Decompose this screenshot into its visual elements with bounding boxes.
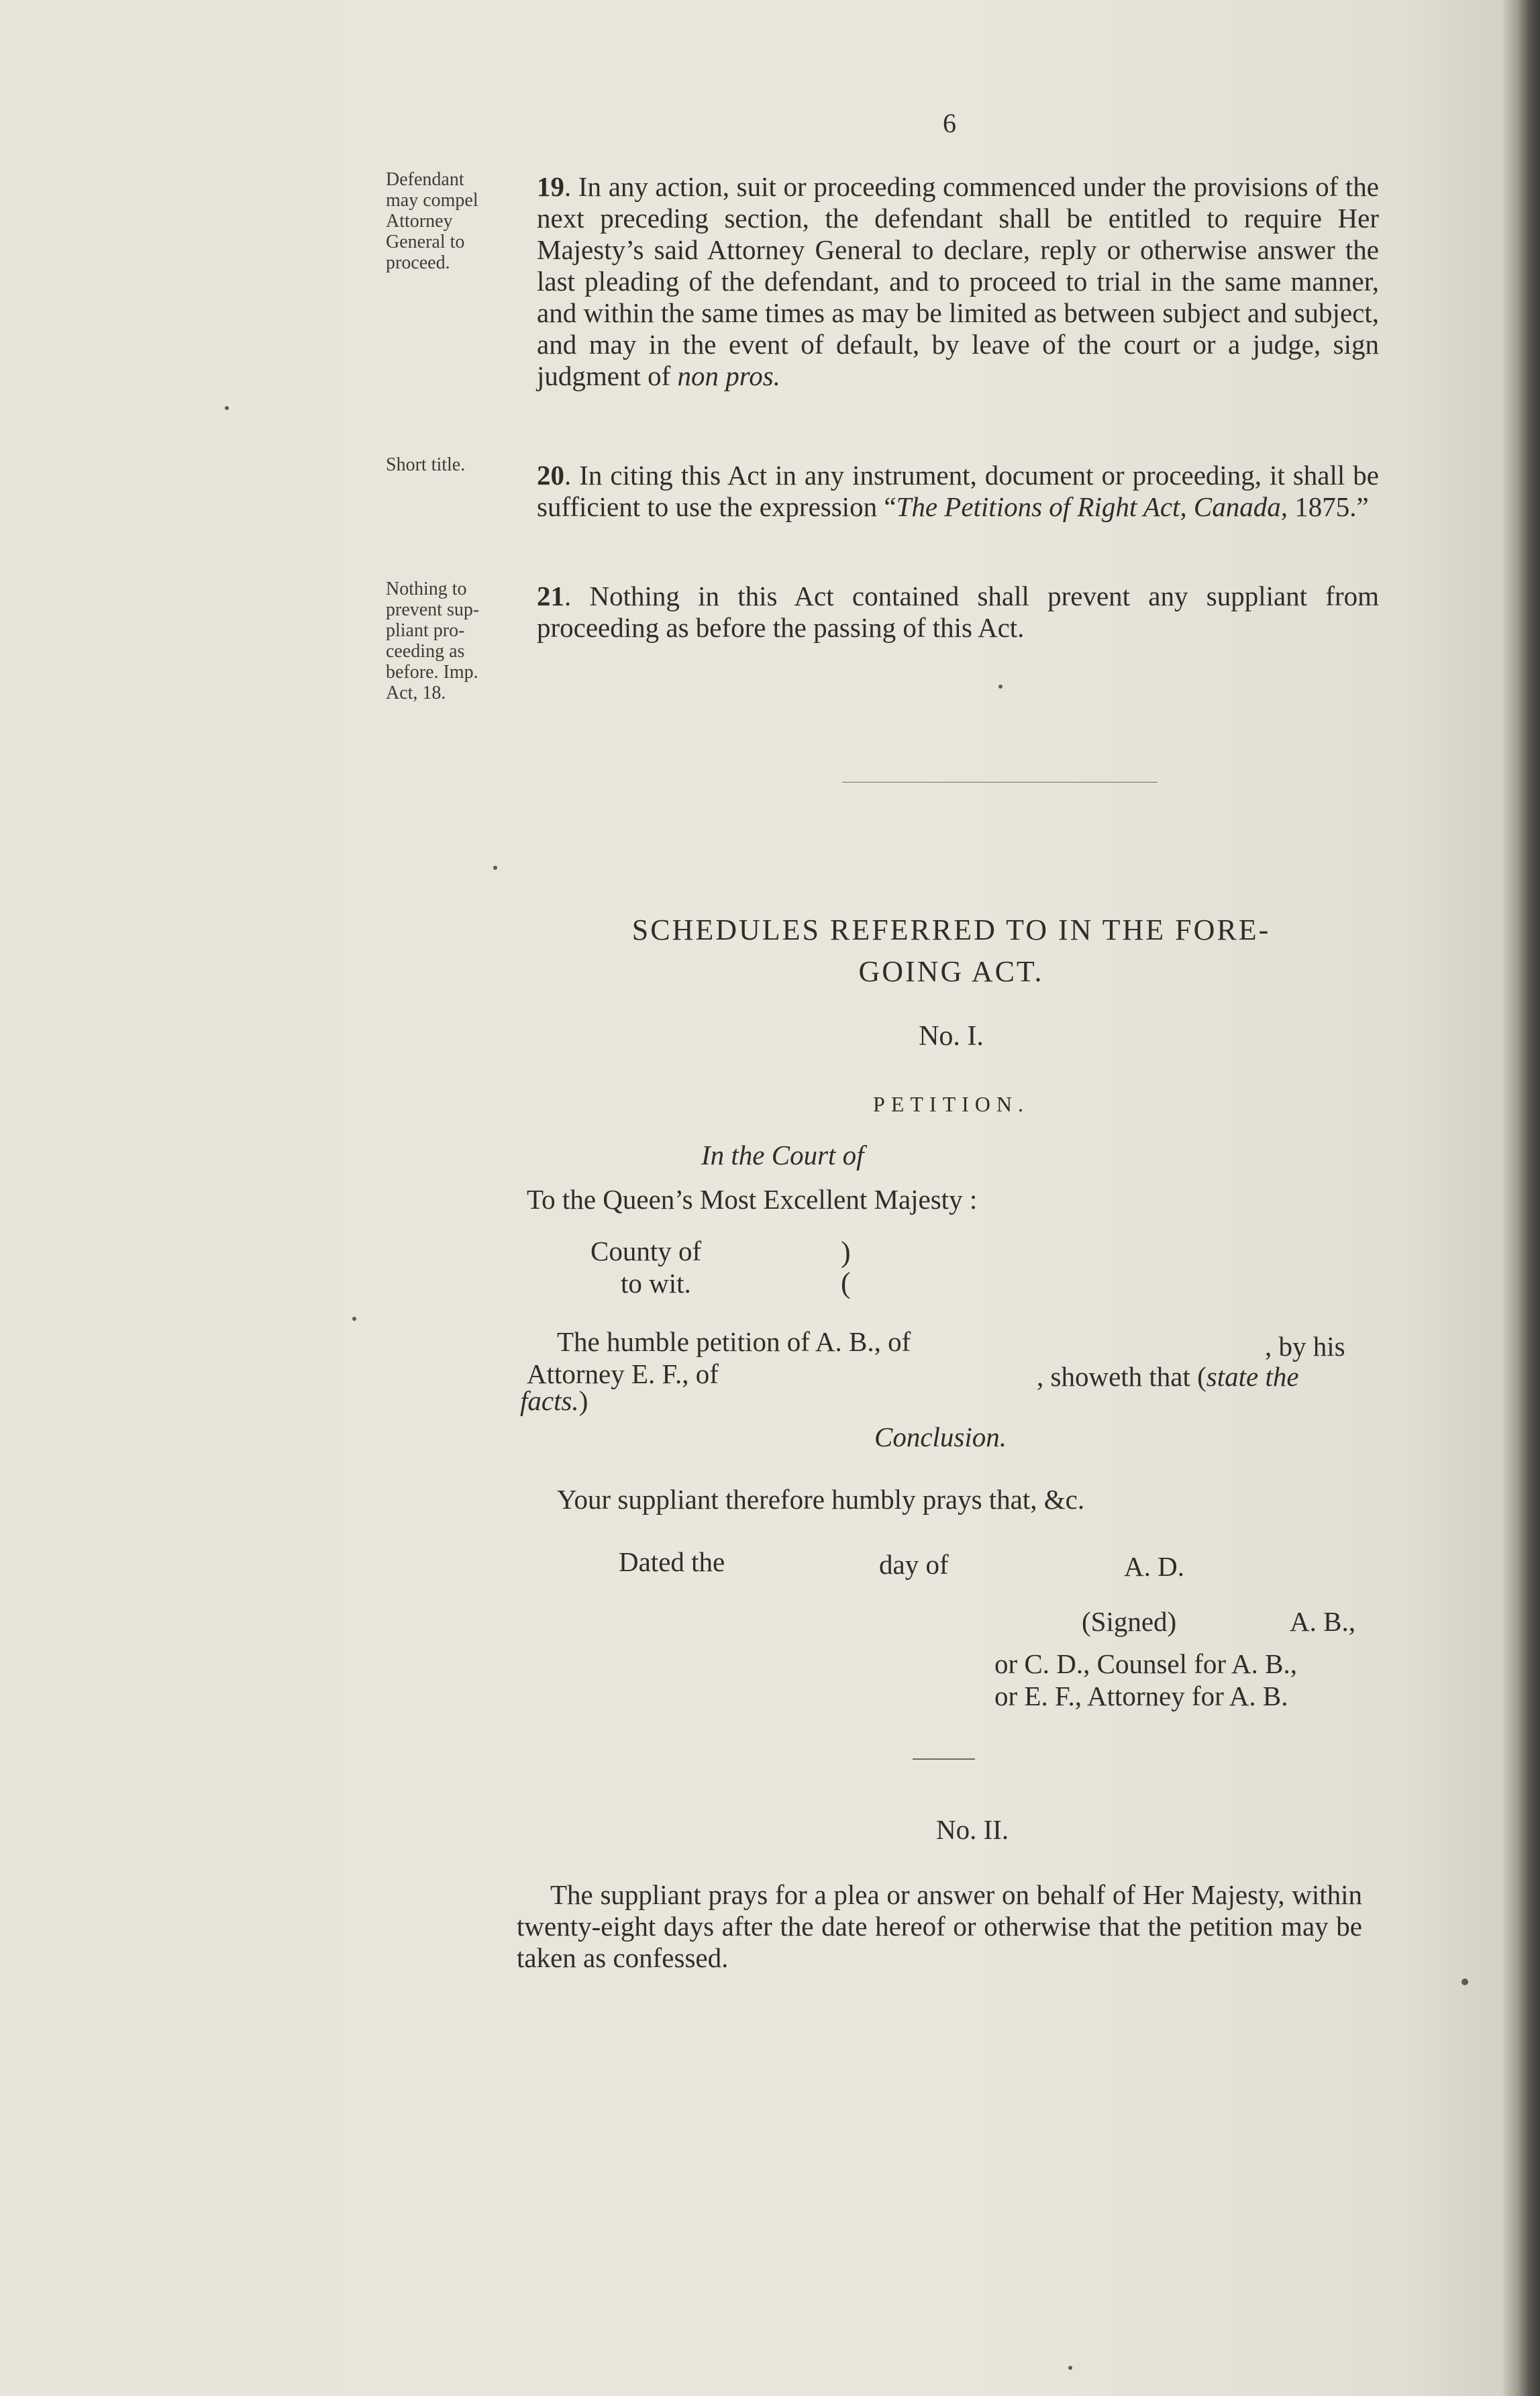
paper-speck	[1461, 1979, 1468, 1985]
book-spine-shadow	[1503, 0, 1540, 2396]
conclusion-heading: Conclusion.	[874, 1421, 1007, 1452]
humble-petition-line-2: Attorney E. F., of	[527, 1358, 719, 1389]
margin-note-line: ceeding as	[386, 641, 465, 662]
margin-note-line: Short title.	[386, 454, 466, 475]
paper-speck	[998, 685, 1003, 689]
divider-rule	[842, 782, 1158, 783]
section-21: 21. Nothing in this Act contained shall prevent any suppliant from proceeding as before the passing of this Act.	[537, 581, 1379, 643]
schedules-heading	[523, 909, 1379, 993]
facts-italic: facts.	[520, 1385, 579, 1416]
counsel-line: or C. D., Counsel for A. B.,	[994, 1648, 1297, 1679]
schedules-heading-line: SCHEDULES REFERRED TO IN THE FORE-	[631, 913, 1271, 946]
margin-note-line: Nothing to	[386, 579, 467, 599]
schedule-no-2-text: The suppliant prays for a plea or answer on behalf of Her Majesty, within twenty-eight days after the date hereof or otherwise that the petition may be taken as confessed.	[517, 1879, 1362, 1973]
page-number: 6	[943, 108, 956, 138]
margin-note-line: pliant pro-	[386, 620, 465, 641]
county-brace: ) (	[841, 1236, 851, 1299]
margin-note-line: before. Imp.	[386, 662, 478, 683]
margin-note-line: General to	[386, 232, 465, 252]
margin-note-line: Defendant	[386, 169, 464, 190]
day-of: day of	[879, 1549, 949, 1580]
to-wit: to wit.	[621, 1268, 691, 1299]
schedules-heading-line: GOING ACT.	[858, 955, 1044, 988]
paper-speck	[1068, 2366, 1072, 2370]
court-line: In the Court of	[701, 1140, 864, 1170]
section-19: 19. In any action, suit or proceeding commenced under the provisions of the next preceding section, the defendant shall be entitled to require Her Majesty’s said Attorney General to declare, reply or otherwise answer the last pleading of the defendant, and to proceed to trial in the same manner, and within the same times as may be limited as between subject and subject, and may in the event of default, by leave of the court or a judge, sign judgment of non pros.	[537, 171, 1379, 391]
signed-ab: A. B.,	[1290, 1606, 1355, 1637]
paper-speck	[493, 866, 497, 870]
section-number: 19	[537, 171, 564, 202]
section-text-end: 1875.”	[1288, 491, 1369, 522]
attorney-line: or E. F., Attorney for A. B.	[994, 1681, 1288, 1711]
prays-line: Your suppliant therefore humbly prays that, &c.	[557, 1484, 1085, 1515]
margin-note-line: may compel	[386, 190, 478, 211]
signed-label: (Signed)	[1082, 1606, 1177, 1637]
margin-note-section-20	[386, 454, 530, 475]
margin-note-line: Act, 18.	[386, 683, 446, 703]
paper-speck	[225, 406, 229, 410]
showeth-text: , showeth that (	[1037, 1361, 1207, 1392]
margin-note-line: Attorney	[386, 211, 453, 232]
schedule-no-2-title: No. II.	[936, 1814, 1009, 1845]
section-text: In any action, suit or proceeding commenced under the provisions of the next preceding section, the defendant shall be entitled to require Her Majesty’s said Attorney General to declare, reply or otherwise answer the last pleading of the defendant, and to proceed to trial in the same manner, and within the same times as may be limited as between subject and subject, and may in the event of default, by leave of the court or a judge, sign judgment of	[537, 171, 1379, 391]
state-the-italic: state the	[1206, 1361, 1299, 1392]
anno-domini: A. D.	[1124, 1551, 1184, 1582]
dated-the: Dated the	[619, 1546, 725, 1577]
humble-petition-line-3	[520, 1385, 588, 1417]
margin-note-line: prevent sup-	[386, 599, 480, 620]
humble-petition-line-2-mid	[1037, 1360, 1299, 1393]
paper-speck	[352, 1317, 356, 1321]
county-of: County of	[591, 1236, 702, 1266]
section-number: 21	[537, 581, 564, 611]
section-italic-text: non pros.	[677, 360, 780, 391]
humble-petition-line-1-end: , by his	[1265, 1331, 1345, 1362]
section-number: 20	[537, 460, 564, 491]
schedule-no-1-title: No. I.	[919, 1021, 984, 1052]
humble-petition-line-1: The humble petition of A. B., of	[557, 1326, 911, 1357]
section-20: 20. In citing this Act in any instrument, document or proceeding, it shall be sufficient to use the expression “The Petitions of Right Act, Canada, 1875.”	[537, 460, 1379, 522]
margin-note-section-21	[386, 579, 530, 703]
petition-heading: PETITION.	[873, 1092, 1029, 1116]
section-text: Nothing in this Act contained shall prevent any suppliant from proceeding as before the passing of this Act.	[537, 581, 1379, 643]
margin-note-section-19	[386, 169, 530, 273]
section-text: In citing this Act in any instrument, document or proceeding, it shall be sufficient to use the expression “	[537, 460, 1379, 522]
schedule-divider	[913, 1758, 975, 1760]
act-short-title: The Petitions of Right Act, Canada,	[896, 491, 1288, 522]
margin-note-line: proceed.	[386, 252, 450, 273]
facts-close: )	[578, 1385, 588, 1416]
address-line: To the Queen’s Most Excellent Majesty :	[527, 1184, 978, 1215]
